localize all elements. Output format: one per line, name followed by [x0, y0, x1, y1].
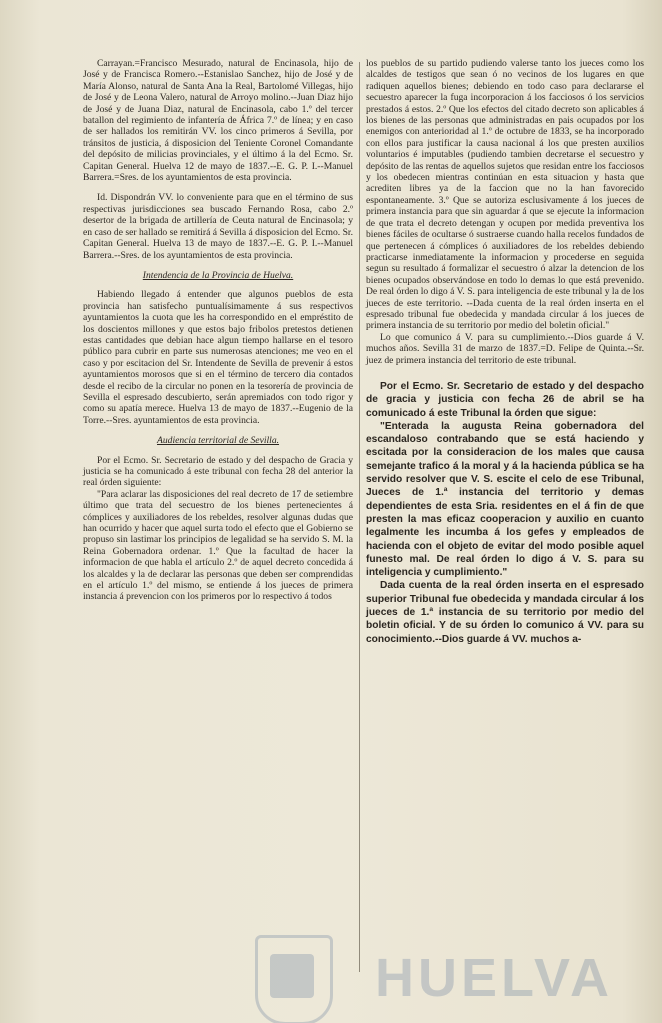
right-column: [366, 58, 644, 963]
real-orden-continuation-paragraph: los pueblos de su partido pudiendo valerse tanto los jueces como los alcaldes de testigos que sean ó no vecinos de los lugares en que radiquen aquellos bienes; debiendo en todo caso para declararse el secuestro aparecer la fuga incorporacion á los facciosos ó los servicios prestados á estos. 2.º Que los efectos del citado decreto son aplicables á los bienes de las personas que administradas en pais ocupados por los enemigos con anterioridad al 1.º de octubre de 1833, se ha incorporado con ellos para justificar la causa nacional á los que presten auxilios voluntarios é imputables (pudiendo tambien decretarse el secuestro y depósito de las rentas de aquellos sujetos que residan entre los facciosos y los obedecen mientras continúan en esta situacion y hasta que acrediten libres ya de la faccion que no la han favorecido espontaneamente. 3.º Que se autoriza esclusivamente á los jueces de primera instancia para que sin aguardar á que se ejecute la informacion de que trata el decreto detengan y ocupen por medida preventiva los bienes fáciles de ocultarse ó sustraerse cuando halla recelos fundados de que pertenecen á cómplices ó auxiliadores de los rebeldes debiendo practicarse inmediatamente la informacion y procederse en seguida segun su resultado á formalizar el secuestro ó alzar la detencion de los bienes ocupados observándose en todo lo demas lo que está prevenido. De real órden lo digo á V. S. para inteligencia de este tribunal y la de los jueces de este territorio. --Dada cuenta de la real órden inserta en el espresado tribunal fue obedecida y mandada circular á los jueces de primera instancia de su territorio por medio del boletin oficial.": [366, 58, 644, 332]
left-column: [83, 58, 353, 963]
section-heading-audiencia: Audiencia territorial de Sevilla.: [156, 435, 280, 447]
arrest-notice-paragraph: Carrayan.=Francisco Mesurado, natural de Encinasola, hijo de José y de Francisca Romero.--Estanislao Sanchez, hijo de José y de María Alonso, natural de Santa Ana la Real, Bartolomé Villegas, hijo de José y de Leona Valero, natural de Arroyo molino.--Juan Diaz hijo de José y de Juana Diaz, natural de Encinasola, cabo 1.º del tercer batallon del regimiento de infantería de África 7.º de línea; y en caso de ser hallados los remitirán VV. los cinco primeros á Sevilla, por tránsitos de justicia, á disposicion del Teniente Coronel Comandante del depósito de milicias provinciales, y el último á la del Ecmo. Sr. Capitan General. Huelva 12 de mayo de 1837.--E. G. P. I.--Manuel Barrera.=Sres. de los ayuntamientos de esta provincia.: [83, 58, 353, 184]
contrabando-intro-paragraph: Por el Ecmo. Sr. Secretario de estado y del despacho de gracia y justicia con fecha 26 de abril se ha comunicado á este Tribunal la órden que sigue:: [366, 380, 644, 419]
shield-icon: [255, 935, 333, 1023]
huelva-watermark: [255, 935, 662, 1023]
contrabando-closing-paragraph: Dada cuenta de la real órden inserta en el espresado superior Tribunal fue obedecida y mandada circular á los jueces de 1.ª instancia de su territorio por medio del boletin oficial. Y de su órden lo comunico á VV. para su conocimiento.--Dios guarde á VV. muchos a-: [366, 580, 644, 645]
contrabando-order-paragraph: "Enterada la augusta Reina gobernadora del escandaloso contrabando que se está haciendo y escitada por la consideracion de los males que causa semejante trafico á la moral y á la hacienda pública se ha servido resolver que V. S. escite el celo de ese Tribunal, Jueces de 1.ª instancia del territorio y demas dependientes de esta Sria. residentes en el á fin de que presten la mas eficaz cooperacion y auxilio en cuanto legalmente les incumba á los gefes y empleados de hacienda con el objeto de evitar del modo posible aquel funesto mal. De real órden lo digo á V. S. para su inteligencia y cumplimiento.": [366, 420, 644, 579]
closing-paragraph: Lo que comunico á V. para su cumplimiento.--Dios guarde á V. muchos años. Sevilla 31 de marzo de 1837.=D. Felipe de Quinta.--Sr. juez de primera instancia del territorio de este tribunal.: [366, 331, 644, 366]
watermark-text: HUELVA: [375, 948, 613, 1008]
intendencia-paragraph: Habiendo llegado á entender que algunos pueblos de esta provincia han satisfecho puntualísimamente á sus respectivos ayuntamientos la cuota que les ha correspondido en el empréstito de los doscientos millones y que estos bajo fribolos pretestos detienen estas cantidades que debian hace algun tiempo hallarse en el tesoro público para cubrir en parte sus numerosas atenciones; me veo en el caso y por escitacion del Sr. Intendente de Sevilla de prevenir á estos ayuntamientos morosos que si en el término de tercero dia contados desde el recibo de la circular no ponen en la tesorería de provincia de Sevilla el espresado descubierto, serán apremiados con todo rigor y como su apatía merece. Huelva 13 de mayo de 1837.--Eugenio de la Torre.--Sres. ayuntamientos de esta provincia.: [83, 289, 353, 426]
real-orden-paragraph: "Para aclarar las disposiciones del real decreto de 17 de setiembre último que trata del secuestro de los bienes pertenecientes á cómplices y auxiliadores de los rebeldes, resolver algunas dudas que han ocurrido y hacer que aquel surta todo el efecto que el Gobierno se propuso sin lastimar los principios de legalidad se ha servido S. M. la Reina Gobernadora ordenar. 1.º Que la facultad de hacer la informacion de que habla el artículo 2.º de aquel decreto concedida á los alcaldes y la de declarar las personas que deben ser comprendidas en el artículo 1.º del mismo, se entiende á los jueces de primera instancia á prevencion con los primeros por lo respectivo á todos: [83, 488, 353, 603]
section-heading-intendencia: Intendencia de la Provincia de Huelva.: [142, 269, 294, 281]
audiencia-intro-paragraph: Por el Ecmo. Sr. Secretario de estado y del despacho de Gracia y justicia se ha comunicado á este tribunal con fecha 28 del anterior la real órden siguiente:: [83, 454, 353, 489]
deserter-notice-paragraph: Id. Dispondrán VV. lo conveniente para que en el término de sus respectivas jurisdicciones sea buscado Fernando Rosa, cabo 2.º desertor de la brigada de artillería de Ceuta natural de Encinasola; y en caso de ser hallado se remitirá á Sevilla á disposicion del Ecmo. Sr. Capitan General. Huelva 13 de mayo de 1837.--E. G. P. I.--Manuel Barrera.--Sres. de los ayuntamientos de esta provincia.: [83, 192, 353, 261]
column-divider: [359, 62, 360, 972]
